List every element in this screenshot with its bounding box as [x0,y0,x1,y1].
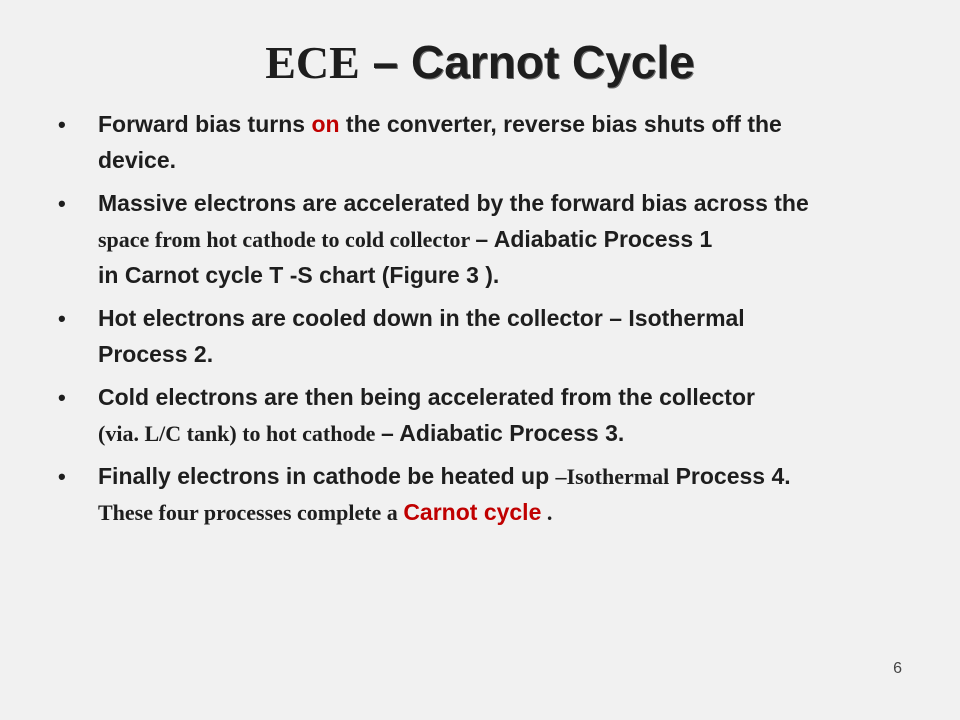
text-line [98,300,936,336]
text-run: – Adiabatic Process 1 [475,226,713,252]
bullet-marker: • [58,191,66,216]
text-run: These four processes complete a [98,500,404,525]
bullet-marker: • [58,112,66,137]
text-run: Massive electrons are accelerated by the forward bias across the [98,190,809,216]
text-run: Forward bias turns [98,111,312,137]
title-carnot-cycle: – Carnot Cycle [359,36,695,88]
slide-title [0,32,960,93]
text-run: –Isothermal [555,464,670,489]
bullet-finally-electrons [56,458,936,530]
text-run: space from hot cathode to cold collector [98,227,476,252]
bullet-marker: • [58,306,66,331]
bullet-forward-bias [56,106,936,178]
text-run: the converter, reverse bias shuts off the [339,111,782,137]
text-line [98,494,936,530]
text-run: (via. L/C tank) to hot cathode [98,421,381,446]
text-line [98,336,936,372]
text-run: Finally electrons in cathode be heated up [98,463,556,489]
page-number: 6 [893,660,902,677]
text-line [98,185,936,221]
text-line [98,106,936,142]
text-run: in Carnot cycle T -S chart (Figure 3 ). [98,262,500,288]
bullet-marker: • [58,385,66,410]
text-run: Process 4. [669,463,791,489]
text-run: Cold electrons are then being accelerated from the collector [98,384,755,410]
bullet-hot-electrons [56,300,936,372]
highlight-on: on [311,111,340,137]
text-run: device. [98,147,176,173]
text-line [98,379,936,415]
text-run: Hot electrons are cooled down in the collector [98,305,610,331]
text-line [98,221,936,257]
bullet-massive-electrons [56,185,936,293]
title-ece: ECE [265,37,360,88]
text-line [98,142,936,178]
text-run: . [541,500,553,525]
bullet-list [56,106,936,537]
text-line [98,415,936,451]
highlight-carnot-cycle: Carnot cycle [403,499,542,525]
text-line [98,458,936,494]
text-line [98,257,936,293]
bullet-cold-electrons [56,379,936,451]
text-run: – Adiabatic Process 3. [380,420,625,446]
bullet-marker: • [58,464,66,489]
text-run: Process 2. [98,341,214,367]
text-run: – Isothermal [609,305,745,331]
